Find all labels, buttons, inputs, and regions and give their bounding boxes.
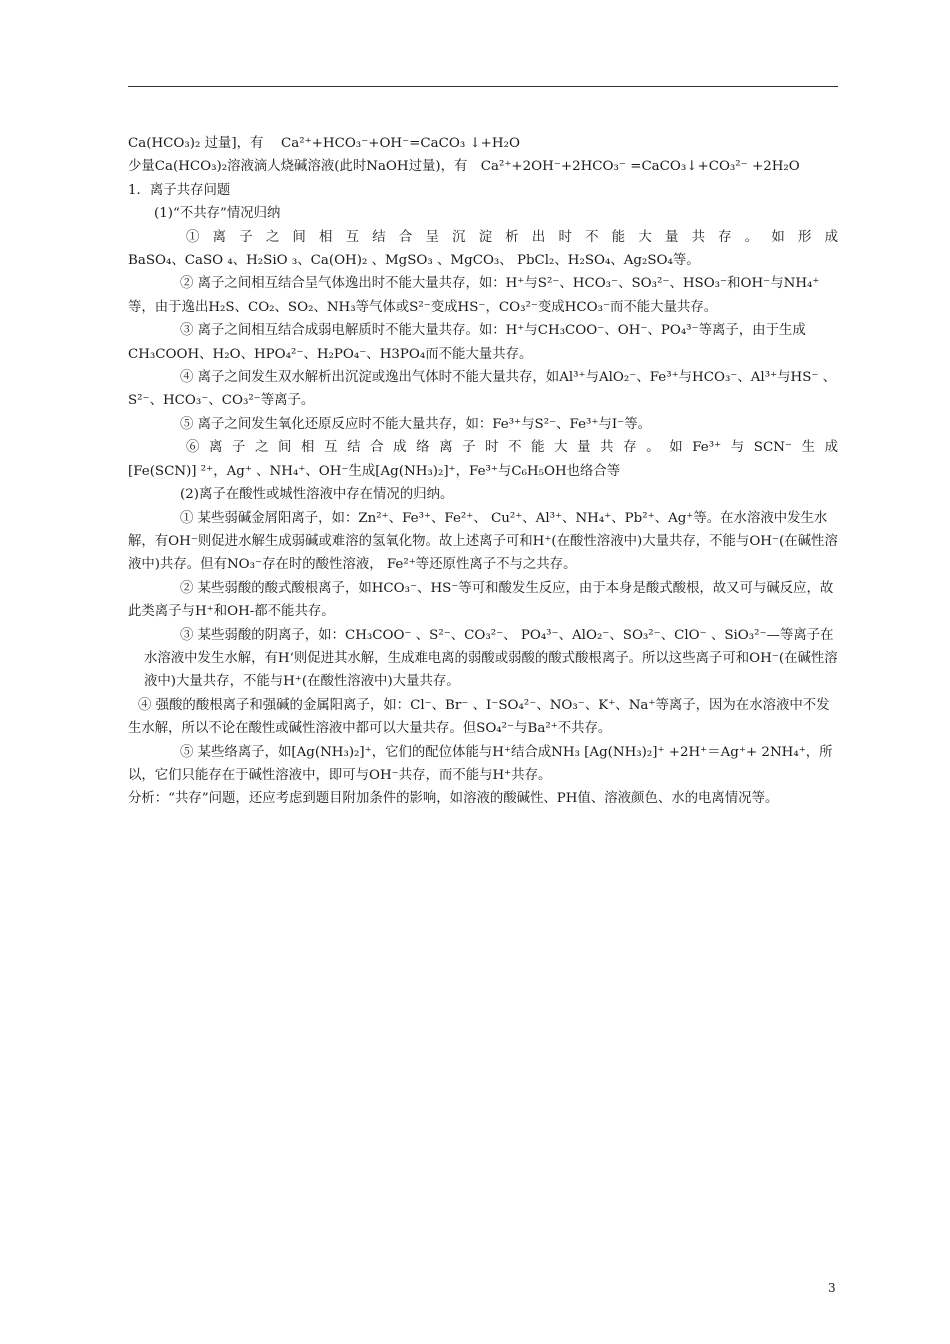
subsection-heading: (1)“不共存”情况归纳 xyxy=(154,206,281,222)
text-line: 少量Ca(HCO₃)₂溶液滴人烧碱溶液(此时NaOH过量)，有 Ca²⁺+2OH⁻+2HCO₃⁻ =CaCO₃↓+CO₃²⁻ +2H₂O xyxy=(128,159,800,175)
paragraph: ③ 某些弱酸的阴离子，如：CH₃COO⁻ 、S²⁻、CO₃²⁻、 PO₄³⁻、AlO₂⁻、SO₃²⁻、ClO⁻ 、SiO₃²⁻—等离子在水溶液中发生水解，有H‘则促进其水解，生成难电离的弱酸或弱酸的酸式酸根离子。所以这些离子可和OH⁻(在碱性溶液中)大量共存，不能与H⁺(在酸性溶液中)大量共存。 xyxy=(144,627,838,690)
paragraph: ①离子之间相互结合呈沉淀析出时不能大量共存。如形成 xyxy=(186,229,838,245)
page-number: 3 xyxy=(828,1281,836,1295)
paragraph: ⑥离子之间相互结合成络离子时不能大量共存。如Fe³⁺与SCN⁻生成 xyxy=(186,440,838,456)
header-rule xyxy=(128,86,838,87)
analysis-paragraph: 分析：“共存”问题，还应考虑到题目附加条件的影响，如溶液的酸碱性、PH值、溶液颜色、水的电离情况等。 xyxy=(128,791,779,807)
subsection-heading: (2)离子在酸性或城性溶液中存在情况的归纳。 xyxy=(180,487,454,503)
paragraph: ⑤ 离子之间发生氧化还原反应时不能大量共存，如：Fe³⁺与S²⁻、Fe³⁺与I⁻等。 xyxy=(180,416,651,432)
text-line: BaSO₄、CaSO ₄、H₂SiO ₃、Ca(OH)₂ 、MgSO₃ 、MgCO₃、 PbCl₂、H₂SO₄、Ag₂SO₄等。 xyxy=(128,253,700,269)
paragraph: ④ 离子之间发生双水解析出沉淀或逸出气体时不能大量共存，如Al³⁺与AlO₂⁻、Fe³⁺与HCO₃⁻、Al³⁺与HS⁻ 、S²⁻、HCO₃⁻、CO₃²⁻等离子。 xyxy=(128,370,837,409)
paragraph: ② 某些弱酸的酸式酸根离子，如HCO₃⁻、HS⁻等可和酸发生反应，由于本身是酸式酸根，故又可与碱反应，故此类离子与H⁺和OH-都不能共存。 xyxy=(128,580,834,620)
paragraph: ② 离子之间相互结合呈气体逸出时不能大量共存，如：H⁺与S²⁻、HCO₃⁻、SO₃²⁻、HSO₃⁻和OH⁻与NH₄⁺等，由于逸出H₂S、CO₂、SO₂、NH₃等气体或S²⁻变成HS⁻，CO₃²⁻变成HCO₃⁻而不能大量共存。 xyxy=(128,276,820,315)
paragraph: ③ 离子之间相互结合成弱电解质时不能大量共存。如：H⁺与CH₃COO⁻、OH⁻、PO₄³⁻等离子，由于生成 CH₃COOH、H₂O、HPO₄²⁻、H₂PO₄⁻、H3PO₄而不能大量共存。 xyxy=(128,323,806,362)
document-body xyxy=(128,132,838,811)
paragraph: ⑤ 某些络离子，如[Ag(NH₃)₂]⁺，它们的配位体能与H⁺结合成NH₃ [Ag(NH₃)₂]⁺ +2H⁺＝Ag⁺+ 2NH₄⁺，所以，它们只能存在于碱性溶液中，即可与OH⁻共存，而不能与H⁺共存。 xyxy=(128,744,833,783)
paragraph: ④ 强酸的酸根离子和强碱的金属阳离子，如：Cl⁻、Br⁻ 、I⁻SO₄²⁻、NO₃⁻、K⁺、Na⁺等离子，因为在水溶液中不发生水解，所以不论在酸性或碱性溶液中都可以大量共存。但SO₄²⁻与Ba²⁺不共存。 xyxy=(128,697,830,737)
text-line: Ca(HCO₃)₂ 过量]，有 Ca²⁺+HCO₃⁻+OH⁻=CaCO₃ ↓+H₂O xyxy=(128,136,520,151)
paragraph: ① 某些弱碱金屑阳离子，如：Zn²⁺、Fe³⁺、Fe²⁺、 Cu²⁺、Al³⁺、NH₄⁺、Pb²⁺、Ag⁺等。在水溶液中发生水解，有OH⁻则促进水解生成弱碱或难溶的氢氧化物。故上述离子可和H⁺(在酸性溶液中)大量共存，不能与OH⁻(在碱性溶液中)共存。但有NO₃⁻存在时的酸性溶液， Fe²⁺等还原性离子不与之共存。 xyxy=(128,510,838,573)
text-line: [Fe(SCN)] ²⁺，Ag⁺ 、NH₄⁺、OH⁻生成[Ag(NH₃)₂]⁺，Fe³⁺与C₆H₅OH也络合等 xyxy=(128,463,621,479)
section-heading: 1．离子共存问题 xyxy=(128,182,231,198)
